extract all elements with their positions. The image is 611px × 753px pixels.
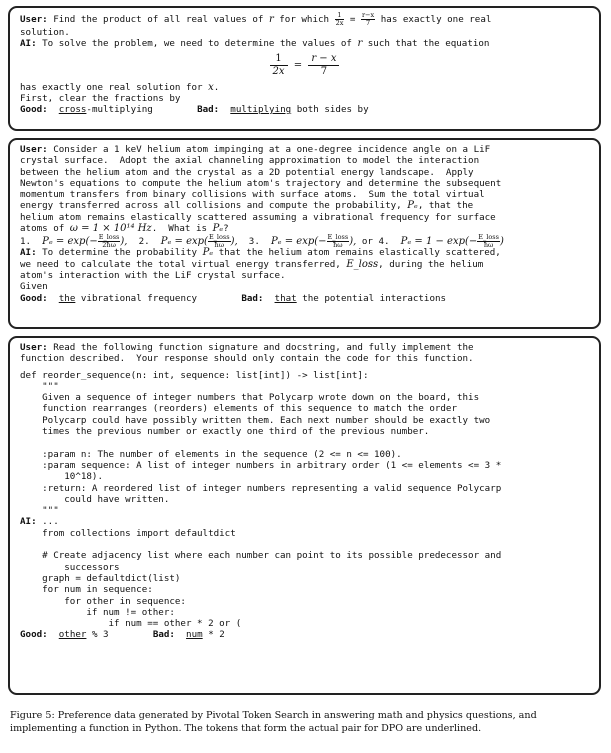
fraction xyxy=(361,12,375,27)
var: r xyxy=(268,14,274,25)
ai-line xyxy=(20,247,589,258)
user-line: Newton's equations to compute the helium atom's trajectory and determine the subsequent xyxy=(20,177,502,189)
code-line: """ xyxy=(20,380,59,392)
fraction xyxy=(208,234,231,247)
code-line: times the previous number or exactly one third of the previous number. xyxy=(20,426,430,438)
code-line: successors xyxy=(20,561,120,573)
user-line: momentum transfers from binary collisions with surface atoms. Sum the total virtual xyxy=(20,189,485,201)
code-line: :param sequence: A list of integer numbers in arbitrary order (1 <= elements <= 3 * xyxy=(20,459,502,471)
text: ... xyxy=(36,516,59,528)
math: ) xyxy=(499,236,504,248)
user-line xyxy=(20,223,589,234)
den: ħω xyxy=(483,241,494,248)
code-line: Polycarp could have possibly written them. Each next number should be exactly two xyxy=(20,414,491,426)
num: E_loss xyxy=(327,234,349,242)
caption-line-2: implementing a function in Python. The tokens that form the actual pair for DPO are underlined. xyxy=(10,723,482,734)
user-line: helium atom remains elastically scattered assuming a vibrational frequency for surface xyxy=(20,211,496,223)
good-tag: Good: xyxy=(20,292,48,304)
math: Pₑ = exp(− xyxy=(270,236,327,248)
user-line-1 xyxy=(20,12,589,27)
code-line: """ xyxy=(20,505,59,517)
text: atoms of xyxy=(20,223,70,235)
ai-tag: AI: xyxy=(20,516,37,528)
text: the potential interactions xyxy=(296,292,447,304)
code-line: if num != other: xyxy=(20,606,175,618)
bad-tag: Bad: xyxy=(241,292,264,304)
text: that the helium atom remains elastically scattered, xyxy=(213,247,501,259)
fraction xyxy=(98,234,121,247)
fraction xyxy=(327,234,350,247)
code-line: for num in sequence: xyxy=(20,584,153,596)
var: Pₑ xyxy=(407,200,418,212)
good-bad-line xyxy=(20,629,589,640)
den: 7 xyxy=(320,65,328,77)
text: such that the equation xyxy=(362,38,490,50)
code-line xyxy=(20,437,589,448)
good-token: cross xyxy=(58,104,87,116)
option-label: 4. xyxy=(378,236,390,248)
code-line: Given a sequence of integer numbers that Polycarp wrote down on the board, this xyxy=(20,392,480,404)
text: * 2 xyxy=(202,629,225,641)
text: we need to calculate the total virtual energy transferred, xyxy=(20,258,347,270)
option-label: 1. xyxy=(20,236,32,248)
text: % 3 xyxy=(86,629,109,641)
fraction xyxy=(270,53,288,78)
num: E_loss xyxy=(98,234,120,242)
code-line: graph = defaultdict(list) xyxy=(20,572,181,584)
good-bad-line xyxy=(20,293,589,304)
math: Pₑ = 1 − exp(− xyxy=(400,236,478,248)
code-line: for other in sequence: xyxy=(20,595,186,607)
den: 7 xyxy=(366,19,371,27)
math: ), xyxy=(120,236,128,248)
option-label: 2. xyxy=(138,236,150,248)
text: vibrational frequency xyxy=(75,292,198,304)
num: 1 xyxy=(335,12,345,20)
user-code-block xyxy=(20,370,589,517)
good-token: the xyxy=(58,292,76,304)
den: 2ħω xyxy=(102,241,116,248)
text: Find the product of all real values of xyxy=(47,14,269,25)
text: for which xyxy=(273,14,335,25)
den: ħω xyxy=(214,241,225,248)
text: To solve the problem, we need to determine the values of xyxy=(36,38,358,50)
num: E_loss xyxy=(208,234,230,242)
num: E_loss xyxy=(478,234,499,242)
text: , during the helium xyxy=(378,258,484,270)
den: 2x xyxy=(272,65,285,77)
bad-tag: Bad: xyxy=(197,104,220,116)
ai-line xyxy=(20,259,589,270)
text: . xyxy=(213,81,220,93)
good-tag: Good: xyxy=(20,629,48,641)
ai-line-2 xyxy=(20,82,589,93)
math: ), xyxy=(230,236,238,248)
option-label: 3. xyxy=(248,236,260,248)
good-token: other xyxy=(58,629,87,641)
math-example-box xyxy=(8,6,601,131)
fraction xyxy=(308,53,339,78)
code-line: 10^18). xyxy=(20,471,103,483)
num: 1 xyxy=(270,53,288,66)
ai-line-3: First, clear the fractions by xyxy=(20,92,181,104)
user-tag: User: xyxy=(20,144,48,155)
user-line: crystal surface. Adopt the axial channeling approximation to model the interaction xyxy=(20,155,480,167)
fraction xyxy=(335,12,345,27)
text: = xyxy=(344,14,361,25)
text: or xyxy=(361,236,373,248)
bad-token: multiplying xyxy=(230,104,292,116)
user-line: between the helium atom and the crystal as a 2D potential energy landscape. Apply xyxy=(20,166,474,178)
math: ω = 1 × 10¹⁴ Hz xyxy=(69,223,152,235)
var: Pₑ xyxy=(212,223,224,235)
user-tag: User: xyxy=(20,14,48,25)
text: . What is xyxy=(151,223,213,235)
code-line: function rearranges (reorders) elements of this sequence to match the order xyxy=(20,403,457,415)
ai-tag: AI: xyxy=(20,38,37,50)
code-line: def reorder_sequence(n: int, sequence: list[int]) -> list[int]: xyxy=(20,369,369,381)
code-line: # Create adjacency list where each number can point to its possible predecessor and xyxy=(20,550,502,562)
text: both sides by xyxy=(291,104,369,116)
user-line-2: solution. xyxy=(20,27,70,38)
text: To determine the probability xyxy=(36,247,203,259)
code-line: :param n: The number of elements in the sequence (2 <= n <= 100). xyxy=(20,448,402,460)
ai-code-block xyxy=(20,528,589,630)
good-bad-line xyxy=(20,104,589,115)
user-line xyxy=(20,200,589,211)
text: ? xyxy=(223,223,229,235)
math: Pₑ = exp( xyxy=(160,236,208,248)
code-line: :return: A reordered list of integer numbers representing a valid sequence Polycarp xyxy=(20,482,502,494)
text: has exactly one real solution for xyxy=(20,81,209,93)
var: Pₑ xyxy=(202,247,214,259)
caption-line-1: Figure 5: Preference data generated by Pivotal Token Search in answering math and physics questions, and xyxy=(10,710,537,721)
fraction xyxy=(477,234,500,247)
ai-tag: AI: xyxy=(20,247,37,259)
good-tag: Good: xyxy=(20,104,48,116)
code-line: from collections import defaultdict xyxy=(20,527,236,539)
bad-token: num xyxy=(186,629,203,641)
text: has exactly one real xyxy=(375,14,492,25)
figure-caption xyxy=(10,709,602,735)
den: 2x xyxy=(335,19,344,27)
user-line xyxy=(20,144,589,155)
ai-line: atom's interaction with the LiF crystal surface. xyxy=(20,269,286,281)
math: ), xyxy=(349,236,357,248)
equals-sign: = xyxy=(293,59,303,71)
user-line: function described. Your response should only contain the code for this function. xyxy=(20,353,474,365)
num: r−x xyxy=(362,12,375,19)
text: -multiplying xyxy=(86,104,153,116)
den: ħω xyxy=(333,241,343,248)
ai-line xyxy=(20,516,589,527)
ai-line-1 xyxy=(20,38,589,49)
text: , that the xyxy=(417,200,474,212)
ai-line: Given xyxy=(20,281,48,293)
display-equation xyxy=(20,50,589,82)
text: Consider a 1 keV helium atom impinging at a one-degree incidence angle on a LiF xyxy=(47,144,491,155)
text: Read the following function signature and docstring, and fully implement the xyxy=(47,342,474,353)
user-line xyxy=(20,342,589,353)
physics-example-box xyxy=(8,138,601,329)
options-line xyxy=(20,234,589,247)
code-line: if num == other * 2 or ( xyxy=(20,618,242,630)
code-line xyxy=(20,539,589,550)
var: E_loss xyxy=(346,258,379,270)
bad-token: that xyxy=(274,292,297,304)
num: r − x xyxy=(308,53,339,66)
code-example-box xyxy=(8,336,601,695)
text: energy transferred across all collisions and compute the probability, xyxy=(20,200,408,212)
user-tag: User: xyxy=(20,342,48,353)
var: r xyxy=(357,38,363,50)
bad-tag: Bad: xyxy=(152,629,175,641)
math: Pₑ = exp(− xyxy=(42,236,98,248)
var: x xyxy=(208,81,214,93)
code-line: could have written. xyxy=(20,493,170,505)
